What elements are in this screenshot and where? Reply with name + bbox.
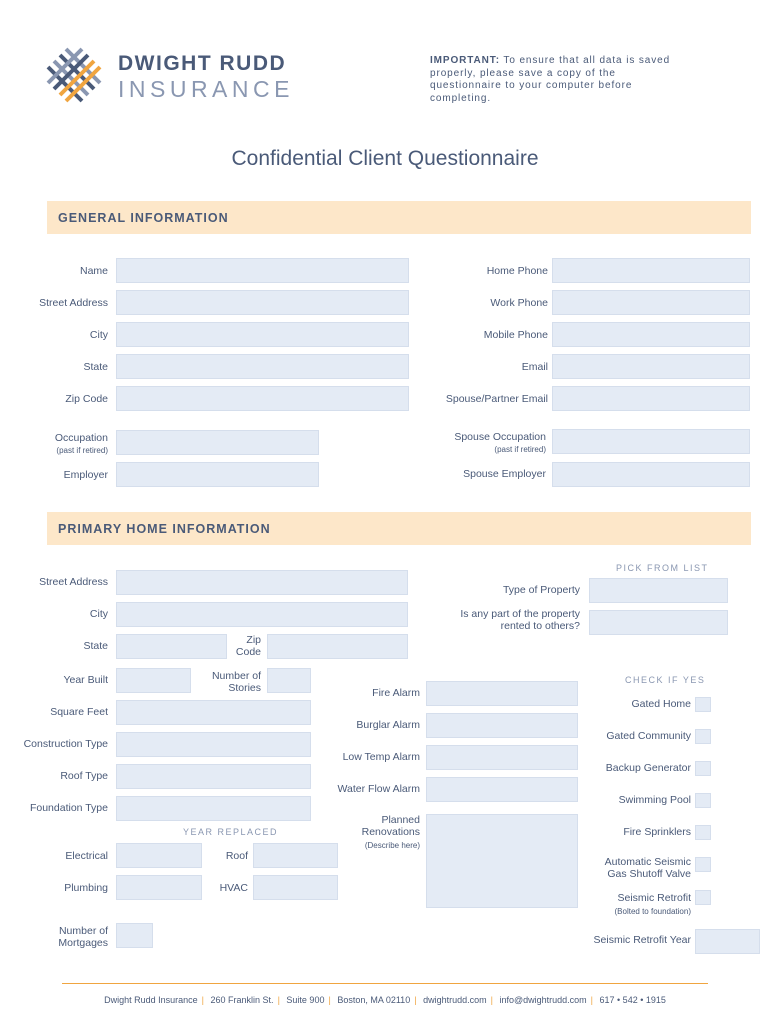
- primary-home-band: [47, 512, 751, 545]
- bolted-note: (Bolted to foundation): [614, 907, 691, 916]
- spouse-employer-label: Spouse Employer: [463, 468, 546, 480]
- work-phone-field[interactable]: [552, 290, 750, 315]
- home-city-field[interactable]: [116, 602, 408, 627]
- brand-subtitle: INSURANCE: [118, 76, 294, 102]
- spouse-email-field[interactable]: [552, 386, 750, 411]
- seismic-retrofit-label: Seismic Retrofit: [617, 892, 691, 904]
- occupation-field[interactable]: [116, 430, 319, 455]
- foundation-label: Foundation Type: [29, 802, 108, 814]
- backup-generator-label: Backup Generator: [605, 762, 691, 774]
- year-replaced-label: YEAR REPLACED: [183, 827, 279, 837]
- spouse-email-label: Spouse/Partner Email: [445, 393, 548, 405]
- general-info-heading: GENERAL INFORMATION: [58, 211, 229, 225]
- mobile-phone-label: Mobile Phone: [483, 329, 548, 341]
- spouse-occupation-note: (past if retired): [494, 445, 546, 454]
- name-field[interactable]: [116, 258, 409, 283]
- seismic-retrofit-year-field[interactable]: [695, 929, 760, 954]
- home-zip-label: Zip Code: [235, 634, 261, 658]
- spouse-occupation-field[interactable]: [552, 429, 750, 454]
- state-label: State: [83, 361, 108, 373]
- swimming-pool-checkbox[interactable]: [695, 793, 711, 808]
- square-feet-label: Square Feet: [50, 706, 108, 718]
- footer-email[interactable]: info@dwightrudd.com: [499, 995, 587, 1005]
- name-label: Name: [79, 265, 108, 277]
- spouse-employer-field[interactable]: [552, 462, 750, 487]
- rented-select[interactable]: [589, 610, 728, 635]
- state-field[interactable]: [116, 354, 409, 379]
- city-label: City: [89, 329, 108, 341]
- water-flow-alarm-label: Water Flow Alarm: [337, 783, 420, 795]
- describe-here-note: (Describe here): [364, 841, 420, 850]
- fire-sprinklers-checkbox[interactable]: [695, 825, 711, 840]
- footer-website[interactable]: dwightrudd.com: [423, 995, 487, 1005]
- home-zip-field[interactable]: [267, 634, 408, 659]
- primary-home-heading: PRIMARY HOME INFORMATION: [58, 522, 271, 536]
- plumbing-field[interactable]: [116, 875, 202, 900]
- seismic-retrofit-checkbox[interactable]: [695, 890, 711, 905]
- street-address-label: Street Address: [39, 297, 108, 309]
- backup-generator-checkbox[interactable]: [695, 761, 711, 776]
- work-phone-label: Work Phone: [490, 297, 548, 309]
- zip-code-field[interactable]: [116, 386, 409, 411]
- low-temp-alarm-field[interactable]: [426, 745, 578, 770]
- electrical-label: Electrical: [65, 850, 108, 862]
- occupation-note: (past if retired): [56, 446, 108, 455]
- employer-field[interactable]: [116, 462, 319, 487]
- roof-replaced-field[interactable]: [253, 843, 338, 868]
- pick-from-list-label: PICK FROM LIST: [616, 563, 709, 573]
- employer-label: Employer: [63, 469, 108, 481]
- city-field[interactable]: [116, 322, 409, 347]
- brand-name: DWIGHT RUDD: [118, 52, 287, 75]
- construction-label: Construction Type: [23, 738, 108, 750]
- important-notice: [430, 55, 690, 105]
- gated-community-label: Gated Community: [606, 730, 691, 742]
- home-street-label: Street Address: [39, 576, 108, 588]
- fire-alarm-field[interactable]: [426, 681, 578, 706]
- roof-replaced-label: Roof: [225, 850, 248, 862]
- mobile-phone-field[interactable]: [552, 322, 750, 347]
- plumbing-label: Plumbing: [64, 882, 108, 894]
- gated-home-checkbox[interactable]: [695, 697, 711, 712]
- footer-divider: [62, 983, 708, 984]
- home-city-label: City: [89, 608, 108, 620]
- burglar-alarm-label: Burglar Alarm: [356, 719, 420, 731]
- fire-sprinklers-label: Fire Sprinklers: [623, 826, 691, 838]
- rented-label: Is any part of the property rented to others?: [460, 608, 580, 632]
- spouse-occupation-label: Spouse Occupation: [454, 431, 546, 443]
- gated-community-checkbox[interactable]: [695, 729, 711, 744]
- home-phone-field[interactable]: [552, 258, 750, 283]
- planned-renovations-label: Planned Renovations: [361, 814, 420, 838]
- water-flow-alarm-field[interactable]: [426, 777, 578, 802]
- zip-code-label: Zip Code: [65, 393, 108, 405]
- woven-lattice-icon: [46, 47, 102, 103]
- footer-company: Dwight Rudd Insurance: [104, 995, 198, 1005]
- important-label: IMPORTANT:: [430, 55, 500, 66]
- footer-street: 260 Franklin St.: [210, 995, 274, 1005]
- planned-renovations-textarea[interactable]: [426, 814, 578, 908]
- seismic-retrofit-year-label: Seismic Retrofit Year: [593, 934, 691, 946]
- home-state-label: State: [83, 640, 108, 652]
- year-built-label: Year Built: [63, 674, 108, 686]
- important-text: To ensure that all data is saved properly, please save a copy of the questionnaire to your computer before completing.: [430, 55, 671, 104]
- stories-field[interactable]: [267, 668, 311, 693]
- square-feet-field[interactable]: [116, 700, 311, 725]
- gated-home-label: Gated Home: [631, 698, 691, 710]
- occupation-label: Occupation: [54, 432, 108, 444]
- footer-suite: Suite 900: [286, 995, 325, 1005]
- home-street-field[interactable]: [116, 570, 408, 595]
- email-field[interactable]: [552, 354, 750, 379]
- footer-phone: 617 • 542 • 1915: [599, 995, 666, 1005]
- year-built-field[interactable]: [116, 668, 191, 693]
- swimming-pool-label: Swimming Pool: [618, 794, 691, 806]
- home-state-field[interactable]: [116, 634, 227, 659]
- burglar-alarm-field[interactable]: [426, 713, 578, 738]
- street-address-field[interactable]: [116, 290, 409, 315]
- general-info-band: [47, 201, 751, 234]
- mortgages-label: Number of Mortgages: [58, 925, 108, 949]
- roof-type-field[interactable]: [116, 764, 311, 789]
- check-if-yes-label: CHECK IF YES: [625, 675, 706, 685]
- low-temp-alarm-label: Low Temp Alarm: [342, 751, 420, 763]
- email-label: Email: [521, 361, 548, 373]
- footer-city: Boston, MA 02110: [337, 995, 411, 1005]
- foundation-field[interactable]: [116, 796, 311, 821]
- type-of-property-select[interactable]: [589, 578, 728, 603]
- footer-contact: Dwight Rudd Insurance | 260 Franklin St. | Suite 900 | Boston, MA 02110 | dwightrudd.com | info@dwightrudd.com | 617 • 542 • 1915: [104, 995, 666, 1005]
- type-of-property-label: Type of Property: [502, 584, 580, 596]
- page-title: Confidential Client Questionnaire: [231, 147, 539, 170]
- seismic-shutoff-checkbox[interactable]: [695, 857, 711, 872]
- stories-label: Number of Stories: [211, 670, 261, 694]
- home-phone-label: Home Phone: [486, 265, 548, 277]
- hvac-label: HVAC: [219, 882, 248, 894]
- seismic-shutoff-label: Automatic Seismic Gas Shutoff Valve: [604, 856, 691, 880]
- mortgages-field[interactable]: [116, 923, 153, 948]
- roof-type-label: Roof Type: [60, 770, 108, 782]
- hvac-field[interactable]: [253, 875, 338, 900]
- construction-field[interactable]: [116, 732, 311, 757]
- fire-alarm-label: Fire Alarm: [372, 687, 420, 699]
- electrical-field[interactable]: [116, 843, 202, 868]
